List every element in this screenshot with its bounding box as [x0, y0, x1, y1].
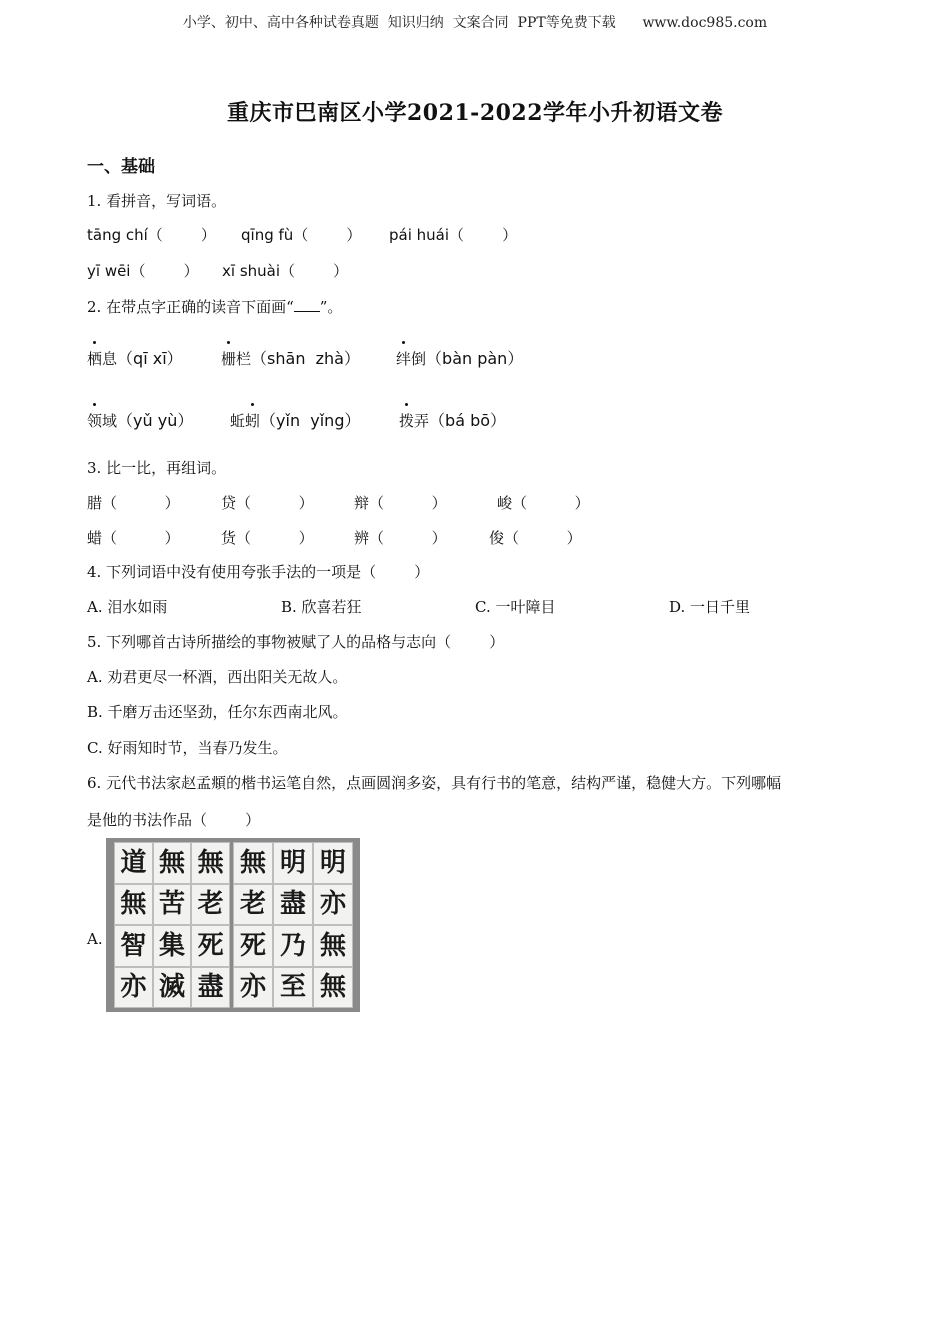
q2-item-2	[221, 346, 360, 369]
char: 倒	[411, 350, 427, 368]
dotted-char: 领	[87, 412, 103, 430]
calligraphy-char: 盡	[273, 884, 313, 926]
q6-prompt-line2: 是他的书法作品（ ）	[87, 811, 261, 829]
calligraphy-char: 乃	[273, 925, 313, 967]
q2-item-1	[87, 346, 183, 369]
calligraphy-char: 盡	[191, 967, 230, 1009]
q2-item-4	[87, 408, 193, 431]
calligraphy-char: 死	[191, 925, 230, 967]
q4-option-b: B. 欣喜若狂	[281, 598, 362, 616]
calligraphy-char: 亦	[313, 884, 353, 926]
q2-item-5	[230, 408, 360, 431]
q5-option-a: A. 劝君更尽一杯酒，西出阳关无故人。	[87, 668, 348, 686]
calligraphy-char: 死	[233, 925, 273, 967]
q3-item: 贷（ ）	[221, 494, 314, 512]
calligraphy-char: 至	[273, 967, 313, 1009]
q2-prompt	[87, 296, 342, 317]
calligraphy-char: 無	[313, 967, 353, 1009]
calligraphy-char: 無	[153, 842, 192, 884]
q3-item: 峻（ ）	[497, 494, 590, 512]
q5-option-b: B. 千磨万击还坚劲，任尔东西南北风。	[87, 703, 348, 721]
char: 弄	[414, 412, 430, 430]
q2-item-3	[396, 346, 523, 369]
q3-item: 腊（ ）	[87, 494, 180, 512]
pinyin-options: （qī xī）	[117, 349, 183, 368]
answer-blank	[294, 297, 320, 312]
page-header: 小学、初中、高中各种试卷真题 知识归纳 文案合同 PPT等免费下载 www.doc985.com	[182, 15, 768, 31]
calligraphy-char: 無	[191, 842, 230, 884]
q1-item-4: yī wēi（ ）	[87, 262, 199, 280]
q4-prompt: 4. 下列词语中没有使用夸张手法的一项是（ ）	[87, 563, 430, 581]
pinyin-options: （shān zhà）	[251, 349, 360, 368]
char: 栏	[236, 350, 252, 368]
calligraphy-char: 道	[114, 842, 153, 884]
q6-prompt-line1: 6. 元代书法家赵孟頫的楷书运笔自然，点画圆润多姿，具有行书的笔意，结构严谨，稳健大方。下列哪幅	[87, 774, 782, 792]
calligraphy-char: 集	[153, 925, 192, 967]
calligraphy-char: 苦	[153, 884, 192, 926]
q2-item-6	[399, 408, 506, 431]
dotted-char: 蚓	[245, 412, 261, 430]
q3-item: 辨（ ）	[354, 529, 447, 547]
q3-item: 辩（ ）	[354, 494, 447, 512]
q6-option-a-label: A.	[87, 930, 103, 948]
calligraphy-char: 滅	[153, 967, 192, 1009]
dotted-char: 绊	[396, 350, 412, 368]
calligraphy-char: 亦	[233, 967, 273, 1009]
q2-prompt-a: 2. 在带点字正确的读音下面画“	[87, 298, 294, 316]
calligraphy-char: 老	[191, 884, 230, 926]
q1-item-2: qīng fù（ ）	[241, 226, 362, 244]
calligraphy-char: 無	[313, 925, 353, 967]
char: 域	[102, 412, 118, 430]
q3-prompt: 3. 比一比，再组词。	[87, 459, 227, 477]
q2-prompt-b: ”。	[319, 298, 343, 316]
calligraphy-char: 明	[313, 842, 353, 884]
q4-option-c: C. 一叶障目	[475, 598, 556, 616]
dotted-char: 栖	[87, 350, 103, 368]
pinyin-options: （bàn pàn）	[426, 349, 524, 368]
exam-title: 重庆市巴南区小学2021-2022学年小升初语文卷	[226, 100, 724, 126]
char: 息	[102, 350, 118, 368]
q3-item: 蜡（ ）	[87, 529, 180, 547]
calligraphy-char: 明	[273, 842, 313, 884]
calligraphy-char: 亦	[114, 967, 153, 1009]
q1-prompt: 1. 看拼音，写词语。	[87, 192, 227, 210]
calligraphy-page-right	[233, 842, 353, 1008]
q5-prompt: 5. 下列哪首古诗所描绘的事物被赋了人的品格与志向（ ）	[87, 633, 505, 651]
q1-item-1: tāng chí（ ）	[87, 226, 216, 244]
calligraphy-photo	[106, 838, 360, 1012]
q1-item-3: pái huái（ ）	[389, 226, 518, 244]
calligraphy-char: 無	[114, 884, 153, 926]
dotted-char: 栅	[221, 350, 237, 368]
char: 蚯	[230, 412, 246, 430]
dotted-char: 拨	[399, 412, 415, 430]
calligraphy-char: 無	[233, 842, 273, 884]
calligraphy-char: 老	[233, 884, 273, 926]
q5-option-c: C. 好雨知时节，当春乃发生。	[87, 739, 288, 757]
pinyin-options: （bá bō）	[429, 411, 507, 430]
q4-option-a: A. 泪水如雨	[87, 598, 168, 616]
calligraphy-page-left	[114, 842, 230, 1008]
section-heading: 一、基础	[87, 157, 155, 177]
q3-item: 货（ ）	[221, 529, 314, 547]
q1-item-5: xī shuài（ ）	[222, 262, 349, 280]
calligraphy-char: 智	[114, 925, 153, 967]
q4-option-d: D. 一日千里	[669, 598, 751, 616]
pinyin-options: （yǔ yù）	[117, 411, 194, 430]
pinyin-options: （yǐn yǐng）	[260, 411, 361, 430]
q3-item: 俊（ ）	[489, 529, 582, 547]
